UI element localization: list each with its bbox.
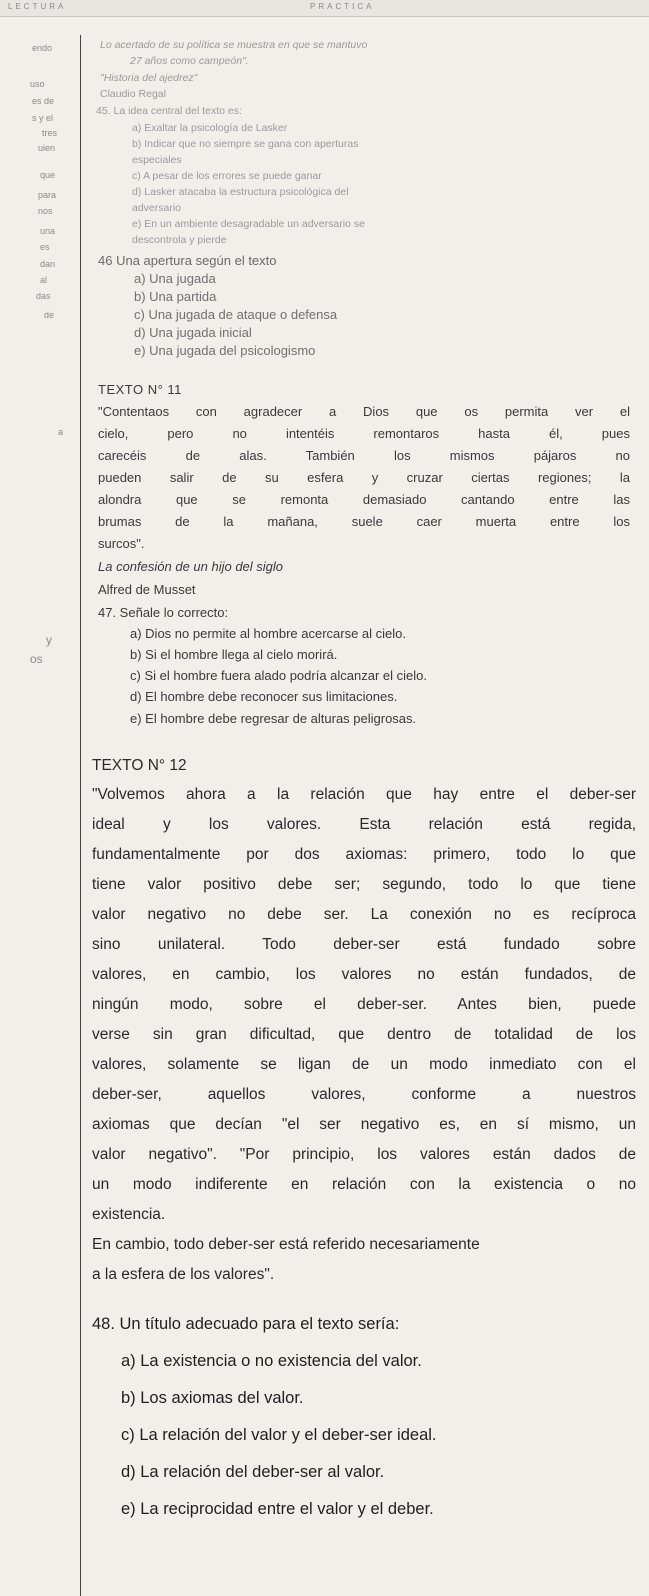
q46-option: c) Una jugada de ataque o defensa: [134, 307, 338, 322]
texto-11-line: brumas de la mañana, suele caer muerta entre los: [98, 514, 630, 529]
texto-11-line: carecéis de alas. También los mismos pájaros no: [98, 448, 630, 463]
margin-fragment: es de: [32, 96, 55, 106]
texto-12-line: axiomas que decían "el ser negativo es, en sí mismo, un: [92, 1116, 636, 1133]
texto-12-line: a la esfera de los valores".: [92, 1266, 275, 1283]
q48-option: a) La existencia o no existencia del valor.: [121, 1352, 422, 1370]
q45-intro-line-1: Lo acertado de su política se muestra en que se mantuvo: [100, 39, 368, 51]
q48-option: e) La reciprocidad entre el valor y el deber.: [121, 1500, 434, 1518]
q48-option: d) La relación del deber-ser al valor.: [121, 1463, 385, 1481]
margin-fragment: uien: [38, 143, 56, 153]
q46-option: d) Una jugada inicial: [134, 325, 252, 340]
header-right-text: PRACTICA: [310, 2, 375, 11]
q45-option-continuation: descontrola y pierde: [132, 234, 227, 246]
texto-11-line: alondra que se remonta demasiado cantando entre las: [98, 492, 630, 507]
texto-11-line: "Contentaos con agradecer a Dios que os permita ver el: [98, 404, 630, 419]
q48-option: b) Los axiomas del valor.: [121, 1389, 304, 1407]
margin-fragment: endo: [32, 43, 53, 53]
q47-option: e) El hombre debe regresar de alturas peligrosas.: [130, 711, 417, 726]
texto-12-line: deber-ser, aquellos valores, conforme a nuestros: [92, 1086, 636, 1103]
q46-option: b) Una partida: [134, 289, 217, 304]
q48-question: 48. Un título adecuado para el texto sería:: [92, 1315, 400, 1333]
texto-11-line: surcos".: [98, 536, 145, 551]
texto-12-heading: TEXTO N° 12: [92, 757, 187, 774]
texto-12-line: verse sin gran dificultad, que dentro de totalidad de los: [92, 1026, 636, 1043]
left-margin-fragments: [0, 40, 80, 680]
texto-12-line: En cambio, todo deber-ser está referido necesariamente: [92, 1236, 480, 1253]
margin-fragment: dan: [40, 259, 56, 269]
margin-fragment: y: [46, 633, 52, 647]
q47-option: b) Si el hombre llega al cielo morirá.: [130, 647, 338, 662]
texto-12-line: valor negativo no debe ser. La conexión no es recíproca: [92, 906, 636, 923]
margin-fragment: es: [40, 242, 50, 252]
q45-option: e) En un ambiente desagradable un adversario se: [132, 218, 365, 230]
margin-fragment: una: [40, 226, 56, 236]
texto-12-line: tiene valor positivo debe ser; segundo, todo lo que tiene: [92, 876, 636, 893]
texto-12-line: valores, en cambio, los valores no están fundados, de: [92, 966, 636, 983]
q45-source-title: "Historia del ajedrez": [100, 72, 198, 84]
q45-option: a) Exaltar la psicología de Lasker: [132, 122, 288, 134]
q46-question: 46 Una apertura según el texto: [98, 253, 277, 268]
margin-fragment: para: [38, 190, 57, 200]
q47-option: d) El hombre debe reconocer sus limitaciones.: [130, 689, 398, 704]
q47-option: a) Dios no permite al hombre acercarse al cielo.: [130, 626, 407, 641]
q48-option: c) La relación del valor y el deber-ser ideal.: [121, 1426, 437, 1444]
margin-fragment: tres: [42, 128, 58, 138]
q45-option: c) A pesar de los errores se puede ganar: [132, 170, 322, 182]
q45-option: b) Indicar que no siempre se gana con aperturas: [132, 138, 359, 150]
texto-12-line: un modo indiferente en relación con la existencia o no: [92, 1176, 636, 1193]
margin-fragment: os: [30, 652, 43, 666]
texto-11-heading: TEXTO N° 11: [98, 382, 182, 397]
texto-12-line: ningún modo, sobre el deber-ser. Antes bien, puede: [92, 996, 636, 1013]
column-divider: [80, 35, 81, 1596]
texto-11-line: pueden salir de su esfera y cruzar ciertas regiones; la: [98, 470, 630, 485]
texto-11-source-author: Alfred de Musset: [98, 582, 196, 597]
margin-fragment: de: [44, 310, 55, 320]
q45-source-author: Claudio Regal: [100, 88, 166, 100]
q45-option: d) Lasker atacaba la estructura psicológica del: [132, 186, 349, 198]
margin-fragment: das: [36, 291, 51, 301]
q45-intro-line-2: 27 años como campeón".: [130, 55, 249, 67]
margin-fragment: que: [40, 170, 56, 180]
q47-question: 47. Señale lo correcto:: [98, 605, 229, 620]
q45-question: 45. La idea central del texto es:: [96, 105, 242, 117]
page-header-strip: [0, 0, 649, 17]
texto-11-source-title: La confesión de un hijo del siglo: [98, 559, 284, 574]
texto-12-line: existencia.: [92, 1206, 166, 1223]
texto-12-line: ideal y los valores. Esta relación está regida,: [92, 816, 636, 833]
texto-12-line: fundamentalmente por dos axiomas: primero, todo lo que: [92, 846, 636, 863]
margin-fragment: uso: [30, 79, 45, 89]
margin-fragment: al: [40, 275, 48, 285]
q46-option: e) Una jugada del psicologismo: [134, 343, 316, 358]
margin-fragment: nos: [38, 206, 53, 216]
q45-option-continuation: adversario: [132, 202, 182, 214]
q45-option-continuation: especiales: [132, 154, 182, 166]
texto-12-line: valores, solamente se ligan de un modo inmediato con el: [92, 1056, 636, 1073]
texto-11-line: cielo, pero no intentéis remontaros hasta él, pues: [98, 426, 630, 441]
q46-option: a) Una jugada: [134, 271, 216, 286]
q47-option: c) Si el hombre fuera alado podría alcanzar el cielo.: [130, 668, 427, 683]
texto-12-line: valor negativo". "Por principio, los valores están dados de: [92, 1146, 636, 1163]
header-left-text: LECTURA: [8, 2, 67, 11]
texto-12-line: "Volvemos ahora a la relación que hay entre el deber-ser: [92, 786, 636, 803]
margin-fragment: s y el: [32, 113, 54, 123]
texto-12-line: sino unilateral. Todo deber-ser está fundado sobre: [92, 936, 636, 953]
margin-fragment: a: [58, 427, 64, 437]
